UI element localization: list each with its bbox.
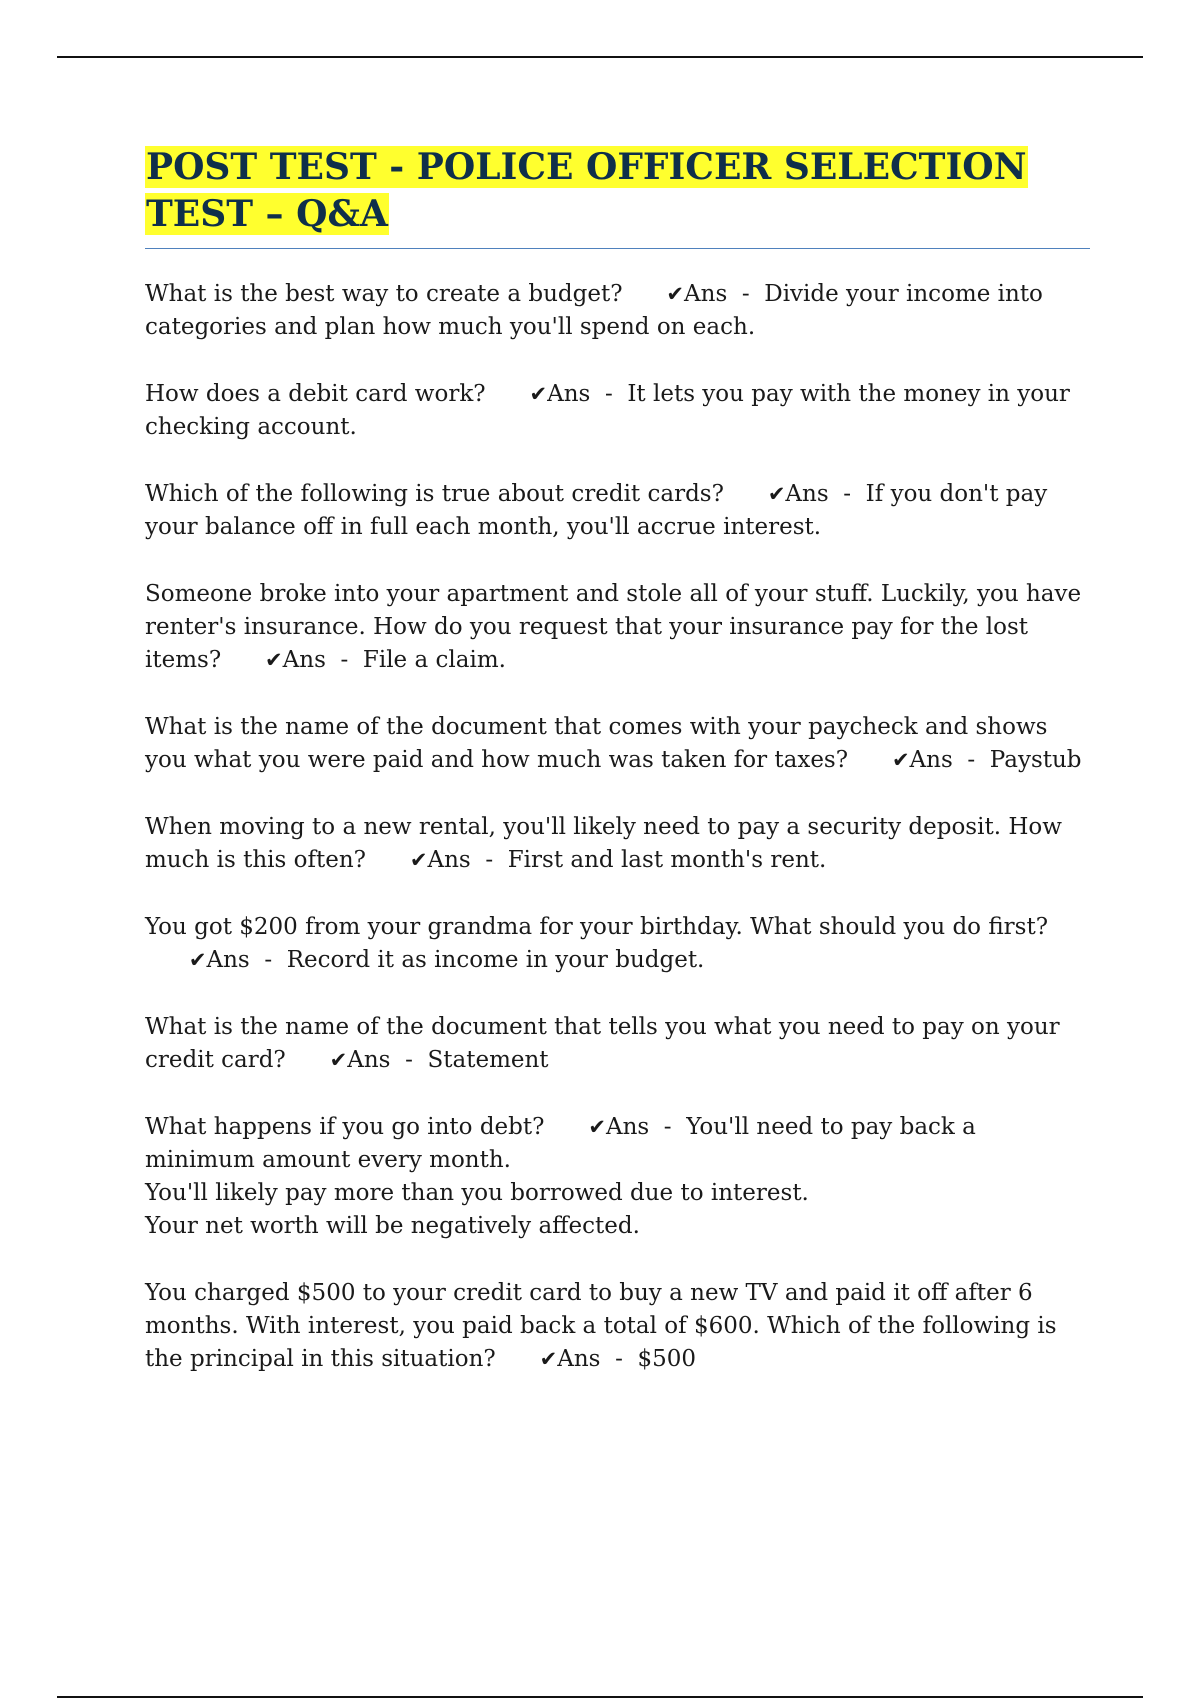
page-title <box>145 144 1090 238</box>
answer-label: Ans <box>347 1047 391 1073</box>
qa-item <box>145 711 1090 777</box>
check-mark-icon: ✔ <box>588 1115 606 1139</box>
answer-gap <box>486 381 530 407</box>
answer-label: Ans <box>557 1346 601 1372</box>
qa-item <box>145 1111 1090 1243</box>
answer-text: First and last month's rent. <box>507 847 827 873</box>
check-mark-icon: ✔ <box>188 948 207 972</box>
qa-item <box>145 378 1090 444</box>
answer-text: If you don't pay your balance off in full each month, you'll accrue interest. <box>145 481 1048 540</box>
answer-gap <box>286 1047 330 1073</box>
qa-item <box>145 578 1090 677</box>
answer-text: It lets you pay with the money in your checking account. <box>145 381 1070 440</box>
check-mark-icon: ✔ <box>891 748 910 772</box>
page-title-text: POST TEST - POLICE OFFICER SELECTION TEST – Q&A <box>146 146 1027 235</box>
qa-item <box>145 1277 1090 1376</box>
answer-separator: - <box>590 381 628 407</box>
qa-item <box>145 911 1090 977</box>
question-text: What is the best way to create a budget? <box>145 281 623 307</box>
answer-gap <box>544 1114 588 1140</box>
qa-item <box>145 278 1090 344</box>
answer-text: File a claim. <box>362 647 506 673</box>
answer-separator: - <box>325 647 363 673</box>
answer-text: $500 <box>637 1346 697 1372</box>
answer-gap <box>145 947 189 973</box>
question-text: Which of the following is true about credit cards? <box>145 481 724 507</box>
answer-gap <box>366 847 410 873</box>
question-text: Someone broke into your apartment and stole all of your stuff. Luckily, you have renter's insurance. How do you request that your insurance pay for the lost items? <box>145 581 1082 673</box>
qa-item <box>145 1011 1090 1077</box>
question-text: What is the name of the document that comes with your paycheck and shows you what you were paid and how much was taken for taxes? <box>145 714 1048 773</box>
answer-label: Ans <box>282 647 326 673</box>
qa-item <box>145 811 1090 877</box>
document-body <box>145 144 1090 1410</box>
answer-text: Paystub <box>989 747 1082 773</box>
qa-list <box>145 278 1090 1376</box>
check-mark-icon: ✔ <box>767 482 786 506</box>
question-text: How does a debit card work? <box>145 381 486 407</box>
check-mark-icon: ✔ <box>529 382 548 406</box>
check-mark-icon: ✔ <box>265 648 283 672</box>
answer-label: Ans <box>605 1114 650 1140</box>
check-mark-icon: ✔ <box>409 848 428 872</box>
answer-gap <box>848 747 892 773</box>
answer-separator: - <box>828 481 866 507</box>
answer-gap <box>221 647 265 673</box>
check-mark-icon: ✔ <box>666 282 685 306</box>
answer-gap <box>623 281 667 307</box>
question-text: What is the name of the document that tells you what you need to pay on your credit card? <box>145 1014 1060 1073</box>
answer-separator: - <box>390 1047 428 1073</box>
answer-gap <box>496 1346 540 1372</box>
answer-separator: - <box>649 1114 687 1140</box>
answer-separator: - <box>952 747 990 773</box>
answer-text: You'll need to pay back a minimum amount every month. You'll likely pay more than you borrowed due to interest. Your net worth will be negatively affected. <box>145 1114 976 1239</box>
question-text: What happens if you go into debt? <box>145 1114 545 1140</box>
answer-label: Ans <box>684 281 728 307</box>
check-mark-icon: ✔ <box>539 1347 558 1371</box>
answer-label: Ans <box>785 481 829 507</box>
answer-separator: - <box>600 1346 638 1372</box>
answer-gap <box>724 481 768 507</box>
check-mark-icon: ✔ <box>329 1048 348 1072</box>
question-text: You charged $500 to your credit card to buy a new TV and paid it off after 6 months. With interest, you paid back a total of $600. Which of the following is the principal in this situation? <box>145 1280 1057 1372</box>
answer-text: Record it as income in your budget. <box>286 947 705 973</box>
footer-rule <box>57 1696 1143 1698</box>
answer-text: Divide your income into categories and plan how much you'll spend on each. <box>145 281 1043 340</box>
header-rule <box>57 56 1143 58</box>
question-text: You got $200 from your grandma for your birthday. What should you do first? <box>145 914 1049 940</box>
answer-label: Ans <box>909 747 953 773</box>
answer-label: Ans <box>427 847 471 873</box>
answer-label: Ans <box>547 381 591 407</box>
answer-text: Statement <box>427 1047 549 1073</box>
answer-separator: - <box>249 947 287 973</box>
title-underline <box>145 248 1090 249</box>
question-text: When moving to a new rental, you'll likely need to pay a security deposit. How much is this often? <box>145 814 1062 873</box>
qa-item <box>145 478 1090 544</box>
answer-separator: - <box>470 847 508 873</box>
answer-label: Ans <box>206 947 250 973</box>
answer-separator: - <box>727 281 765 307</box>
